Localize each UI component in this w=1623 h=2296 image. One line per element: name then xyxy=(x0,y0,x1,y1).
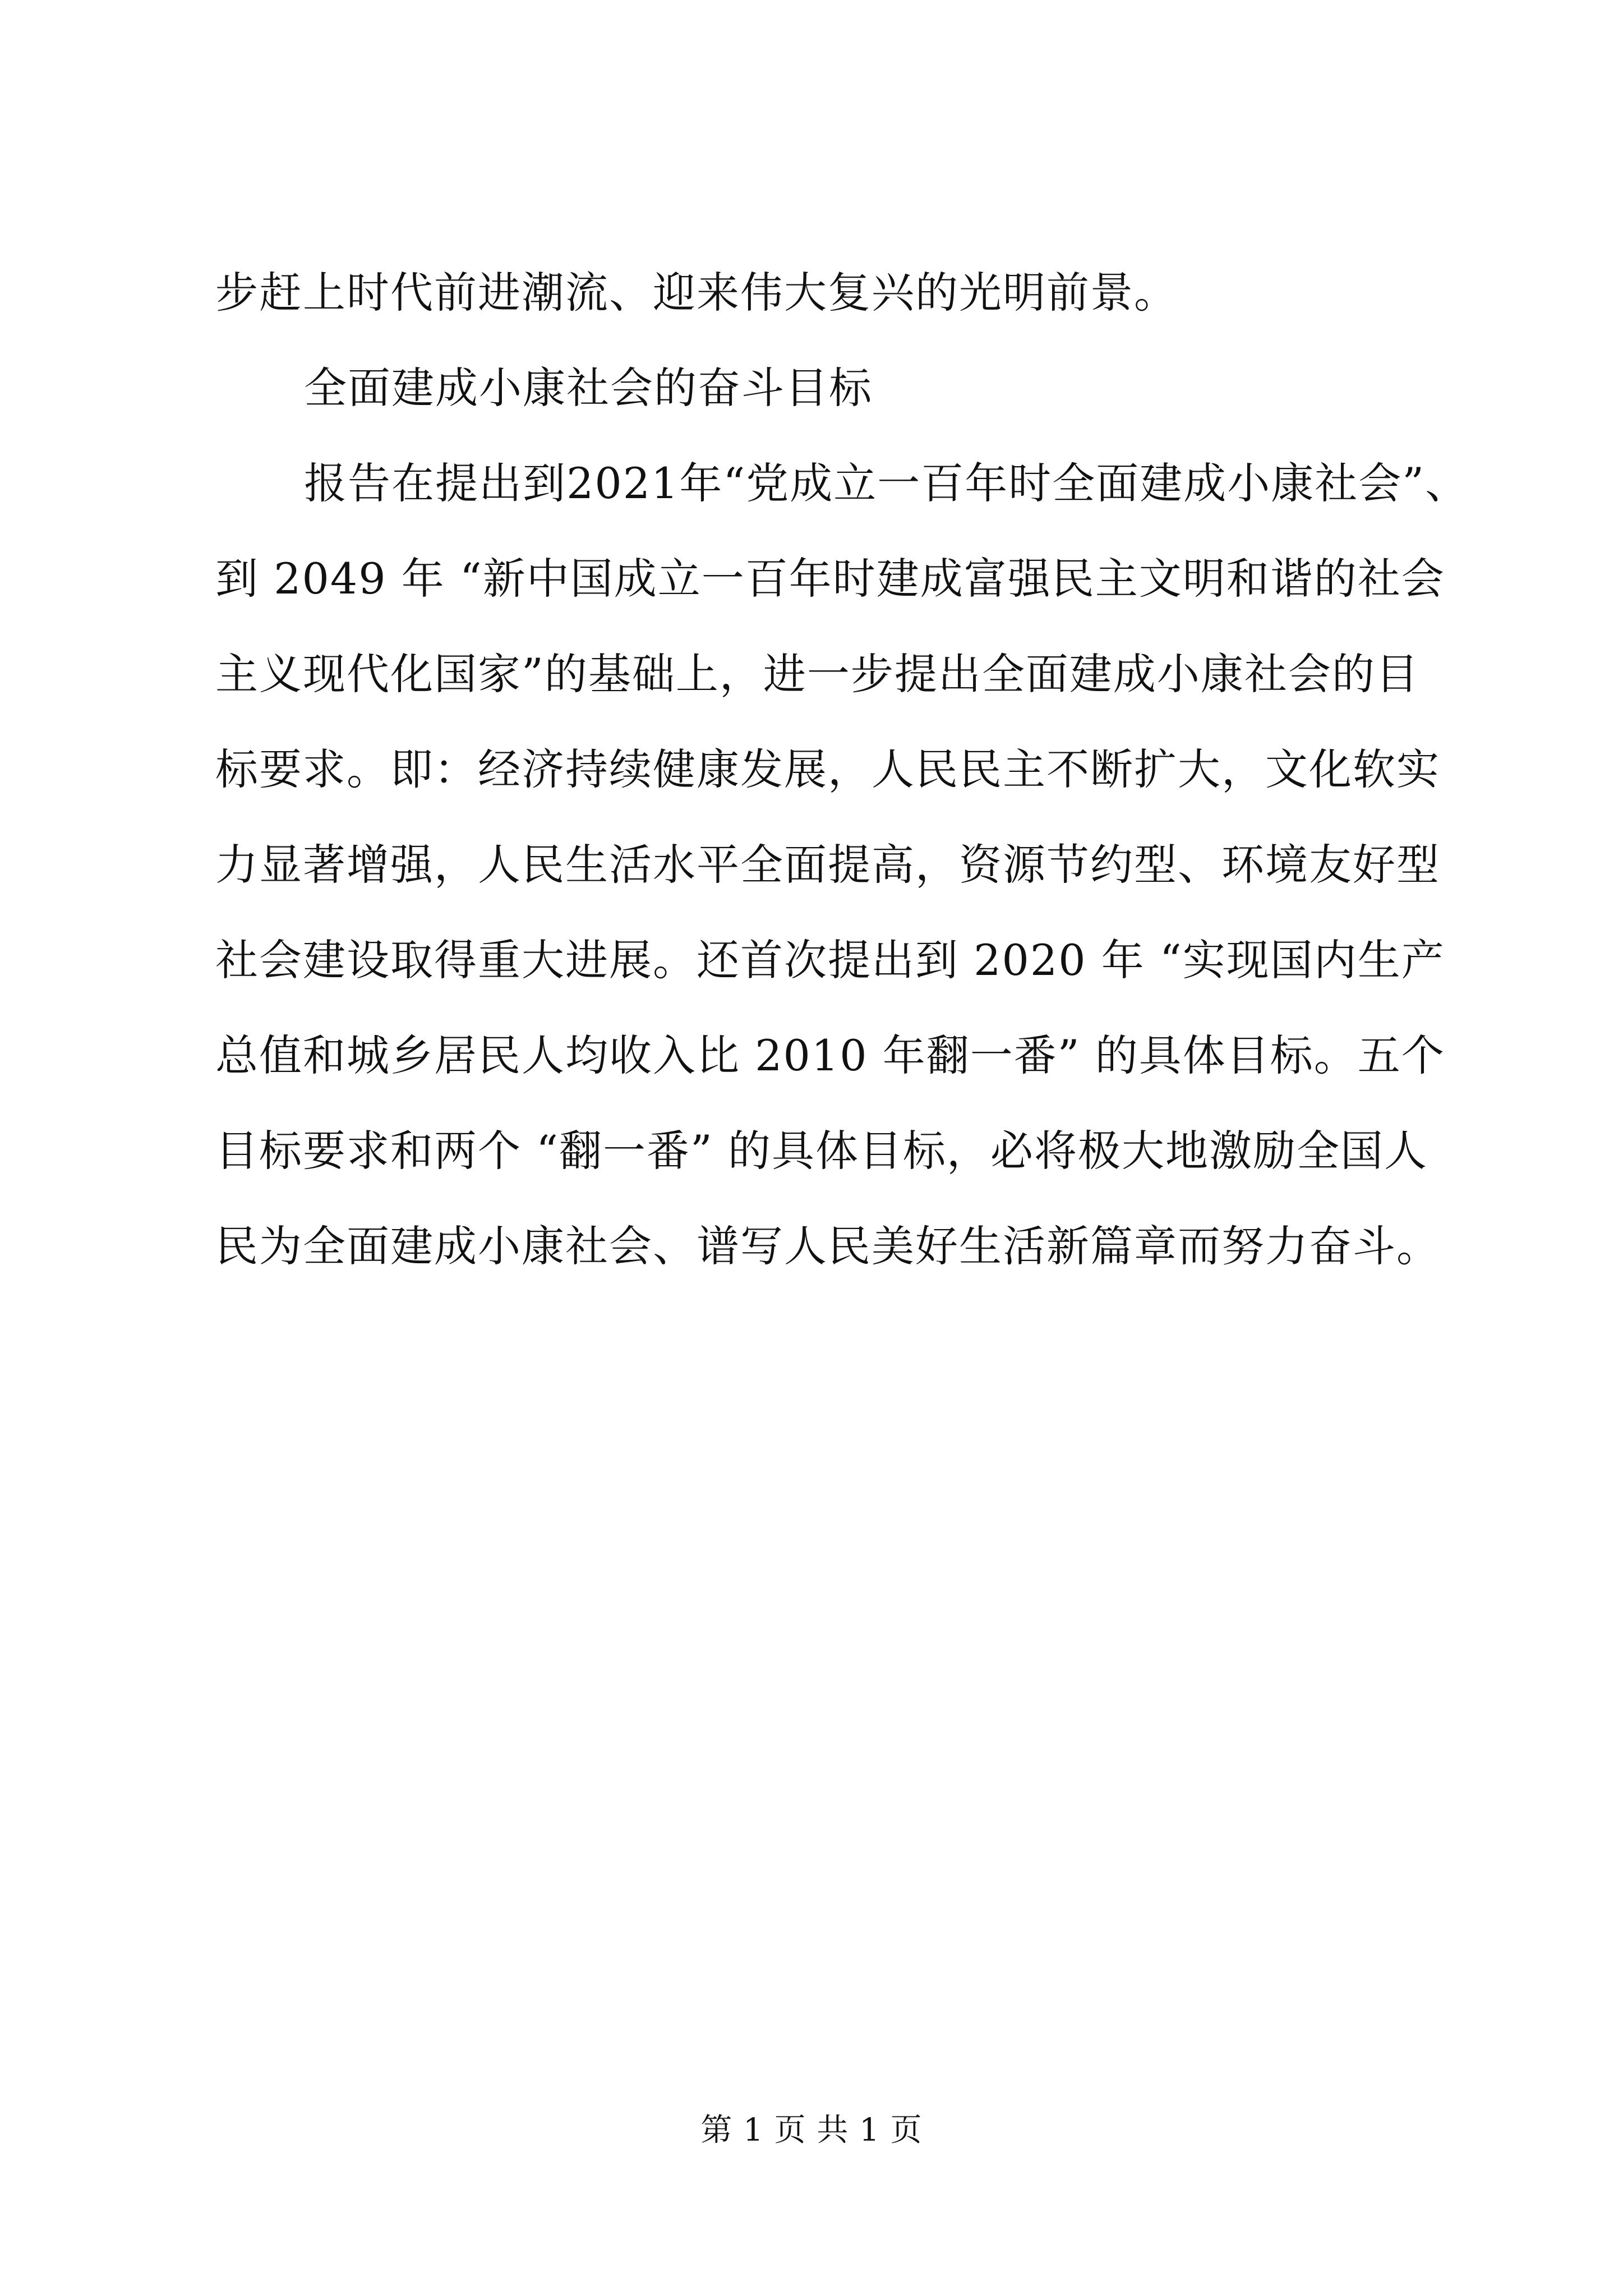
paragraph-line: 总值和城乡居民人均收入比 2010 年翻一番” 的具体目标。五个 xyxy=(215,1030,1445,1080)
paragraph-continuation-line: 步赶上时代前进潮流、迎来伟大复兴的光明前景。 xyxy=(215,268,1178,318)
paragraph-line: 标要求。即：经济持续健康发展，人民民主不断扩大，文化软实 xyxy=(215,744,1440,794)
paragraph-line: 到 2049 年 “新中国成立一百年时建成富强民主文明和谐的社会 xyxy=(215,554,1445,604)
paragraph-line: 民为全面建成小康社会、谱写人民美好生活新篇章而努力奋斗。 xyxy=(215,1221,1440,1271)
paragraph-line: 目标要求和两个 “翻一番” 的具体目标，必将极大地激励全国人 xyxy=(215,1126,1428,1176)
paragraph-line: 力显著增强，人民生活水平全面提高，资源节约型、环境友好型 xyxy=(215,840,1440,890)
paragraph-line: 社会建设取得重大进展。还首次提出到 2020 年 “实现国内生产 xyxy=(215,935,1445,985)
section-heading: 全面建成小康社会的奋斗目标 xyxy=(304,363,873,413)
paragraph-line: 报告在提出到2021年“党成立一百年时全面建成小康社会”、 xyxy=(304,458,1469,508)
page-number-footer: 第 1 页 共 1 页 xyxy=(700,2112,923,2148)
body-text xyxy=(215,264,1483,1313)
paragraph-line: 主义现代化国家”的基础上，进一步提出全面建成小康社会的目 xyxy=(215,649,1419,699)
